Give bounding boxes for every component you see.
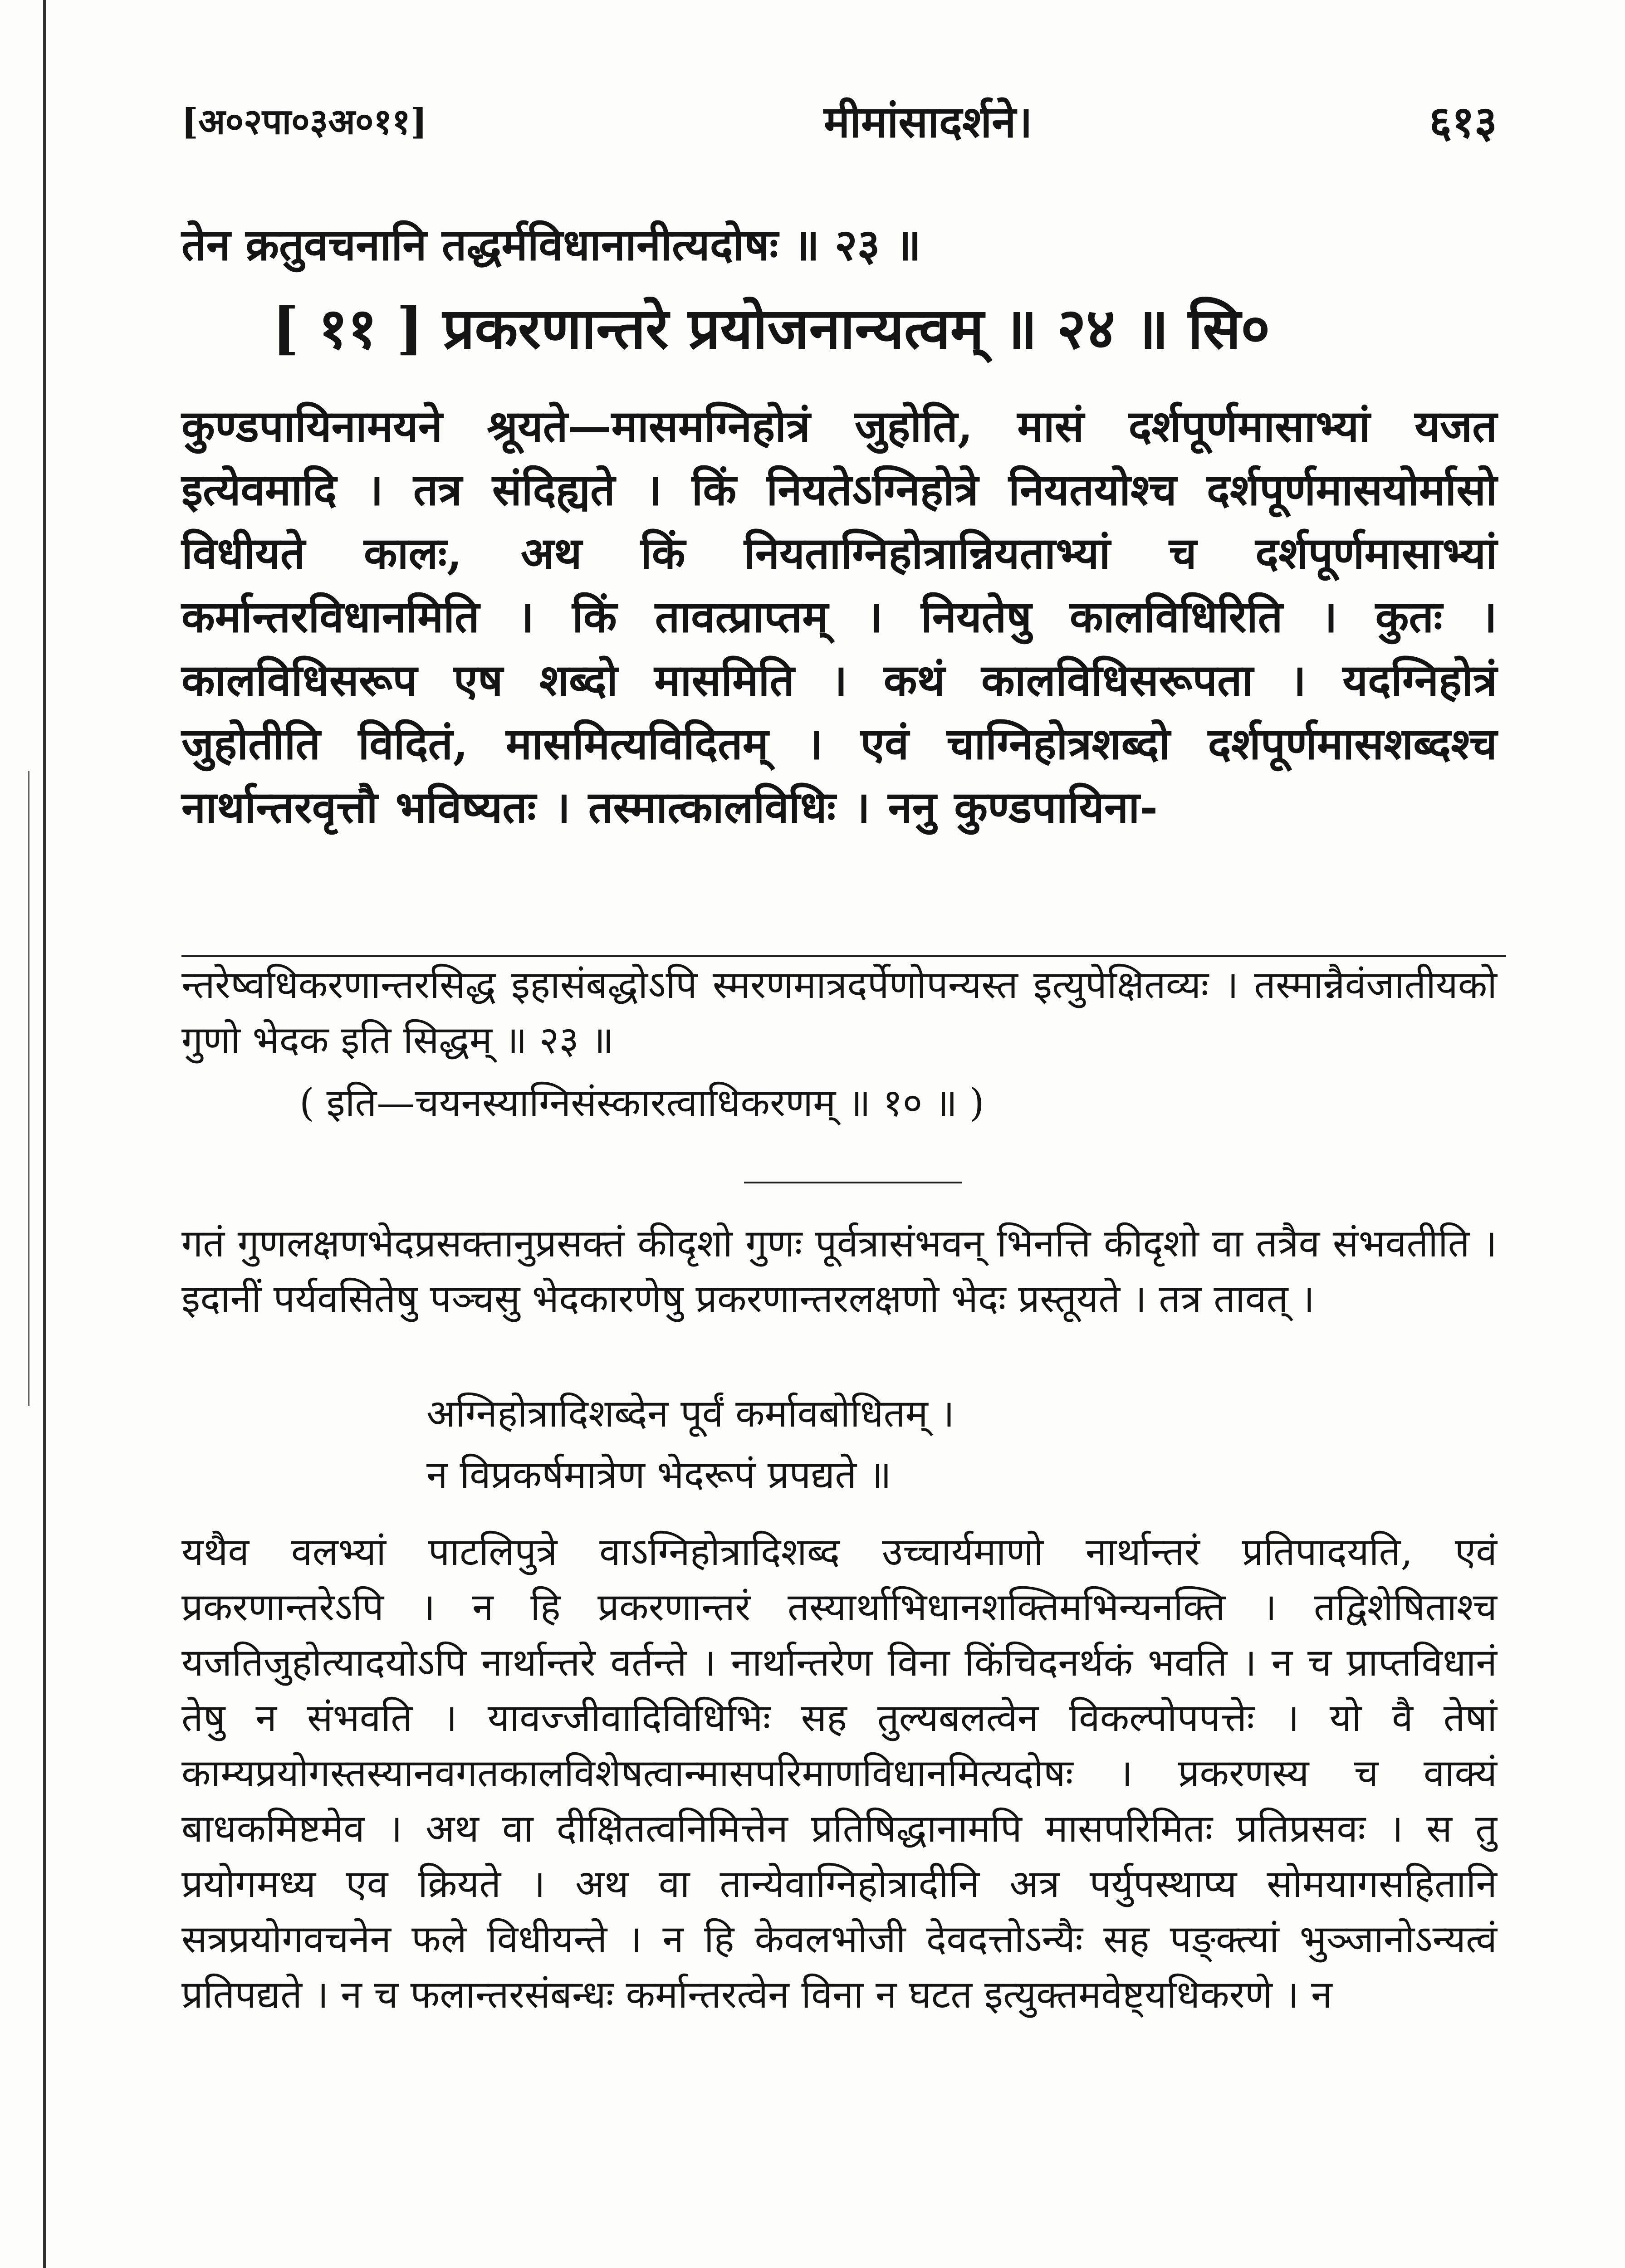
header-title: मीमांसादर्शने। <box>823 96 1033 147</box>
commentary-continuation: न्तरेष्वधिकरणान्तरसिद्ध इहासंबद्धोऽपि स्मरणमात्रदर्पेणोपन्यस्त इत्युपेक्षितव्यः । तस्मान्नैवंजातीयको गुणो भेदक इति सिद्धम् ॥ २३ ॥ <box>181 963 1497 1062</box>
header-reference: [अ०२पा०३अ०११] <box>181 101 427 142</box>
section-heading: [ ११ ] प्रकरणान्तरे प्रयोजनान्यत्वम् ॥ २४ ॥ सि० <box>272 296 1270 362</box>
binding-edge <box>43 0 46 2268</box>
commentary-intro: गतं गुणलक्षणभेदप्रसक्तानुप्रसक्तं कीदृशो गुणः पूर्वत्रासंभवन् भिनत्ति कीदृशो वा तत्रैव संभवतीति । इदानीं पर्यवसितेषु पञ्चसु भेदकारणेषु प्रकरणान्तरलक्षणो भेदः प्रस्तूयते । तत्र तावत् । <box>181 1221 1497 1321</box>
binding-edge-shadow <box>28 771 29 1406</box>
verse-line-1: अग्निहोत्रादिशब्देन पूर्वं कर्मावबोधितम् । <box>426 1391 955 1436</box>
running-header <box>181 86 1497 154</box>
verse-line-2: न विप्रकर्षमात्रेण भेदरूपं प्रपद्यते ॥ <box>426 1452 892 1497</box>
section-separator <box>744 1182 962 1183</box>
commentary-main: यथैव वलभ्यां पाटलिपुत्रे वाऽग्निहोत्रादिशब्द उच्चार्यमाणो नार्थान्तरं प्रतिपादयति, एवं प्रकरणान्तरेऽपि । न हि प्रकरणान्तरं तस्यार्थाभिधानशक्तिमभिन्यनक्ति । तद्विशेषिताश्च यजतिजुहोत्यादयोऽपि नार्थान्तरे वर्तन्ते । नार्थान्तरेण विना किंचिदनर्थकं भवति । न च प्राप्तविधानं तेषु न संभवति । यावज्जीवादिविधिभिः सह तुल्यबलत्वेन विकल्पोपपत्तेः । यो वै तेषां काम्यप्रयोगस्तस्यानवगतकालविशेषत्वान्मासपरिमाणविधानमित्यदोषः । प्रकरणस्य च वाक्यं बाधकमिष्टमेव । अथ वा दीक्षितत्वनिमित्तेन प्रतिषिद्धानामपि मासपरिमितः प्रतिप्रसवः । स तु प्रयोगमध्य एव क्रियते । अथ वा तान्येवाग्निहोत्रादीनि अत्र पर्युपस्थाप्य सोमयागसहितानि सत्रप्रयोगवचनेन फले विधीयन्ते । न हि केवलभोजी देवदत्तोऽन्यैः सह पङ्क्त्यां भुञ्जानोऽन्यत्वं प्रतिपद्यते । न च फलान्तरसंबन्धः कर्मान्तरत्वेन विना न घटत इत्युक्तमवेष्ट्यधिकरणे । न <box>181 1530 1497 2017</box>
page-number: ६१३ <box>1429 96 1497 147</box>
adhikarana-closing: ( इति—चयनस्याग्निसंस्कारत्वाधिकरणम् ॥ १० ॥ ) <box>299 1080 984 1125</box>
sutra-23: तेन क्रतुवचनानि तद्धर्मविधानानीत्यदोषः ॥ २३ ॥ <box>181 219 921 270</box>
bhashya-text: कुण्डपायिनामयने श्रूयते—मासमग्निहोत्रं जुहोति, मासं दर्शपूर्णमासाभ्यां यजत इत्येवमादि । तत्र संदिह्यते । किं नियतेऽग्निहोत्रे नियतयोश्च दर्शपूर्णमासयोर्मासो विधीयते कालः, अथ किं नियताग्निहोत्रान्नियताभ्यां च दर्शपूर्णमासाभ्यां कर्मान्तरविधानमिति । किं तावत्प्राप्तम् । नियतेषु कालविधिरिति । कुतः । कालविधिसरूप एष शब्दो मासमिति । कथं कालविधिसरूपता । यदग्निहोत्रं जुहोतीति विदितं, मासमित्यविदितम् । एवं चाग्निहोत्रशब्दो दर्शपूर्णमासशब्दश्च नार्थान्तरवृत्तौ भविष्यतः । तस्मात्कालविधिः । ननु कुण्डपायिना- <box>181 401 1497 833</box>
